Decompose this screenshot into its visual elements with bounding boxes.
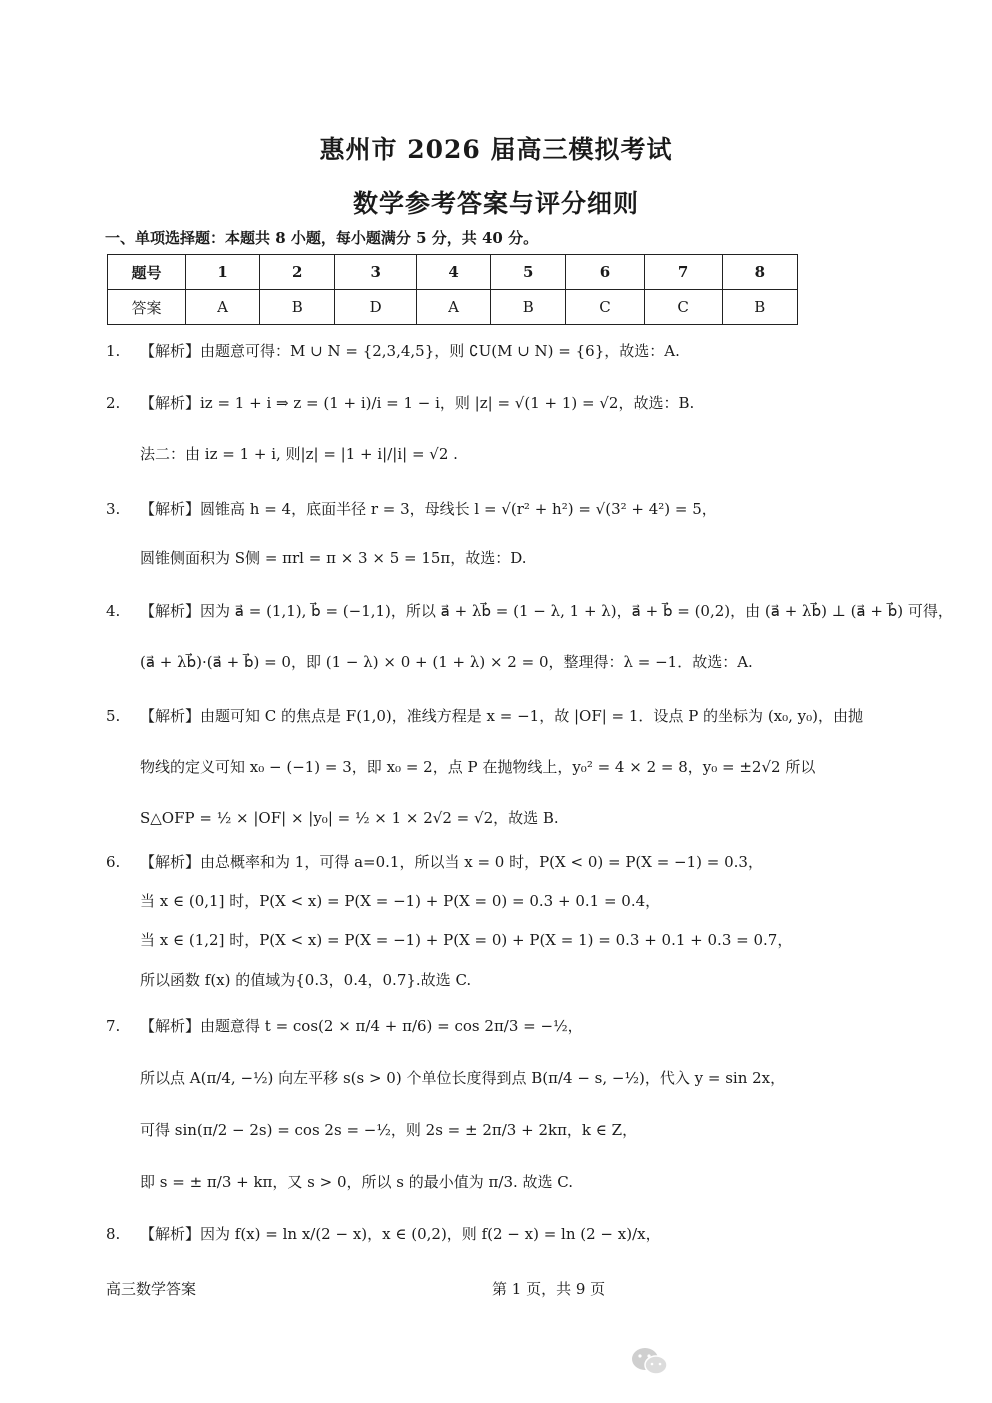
solution-4-line-2: (a⃗ + λb⃗)·(a⃗ + b⃗) = 0，即 (1 − λ) × 0 + (1 + λ) × 2 = 0，整理得：λ = −1．故选：A. [140, 653, 753, 671]
solution-6-line-1: 【解析】由总概率和为 1，可得 a=0.1，所以当 x = 0 时，P(X < 0) = P(X = −1) = 0.3， [140, 853, 763, 871]
row-label-number: 题号 [108, 255, 186, 290]
solution-6-line-4: 所以函数 f(x) 的值域为{0.3，0.4，0.7}.故选 C. [140, 971, 472, 989]
solution-6-number: 6. [106, 853, 121, 871]
answer-cell: A [416, 290, 490, 325]
solution-5-line-2: 物线的定义可知 x₀ − (−1) = 3，即 x₀ = 2，点 P 在抛物线上，y₀² = 4 × 2 = 8，y₀ = ±2√2 所以 [140, 758, 816, 776]
solution-6-line-3: 当 x ∈ (1,2] 时，P(X < x) = P(X = −1) + P(X = 0) + P(X = 1) = 0.3 + 0.1 + 0.3 = 0.7， [140, 931, 793, 949]
answer-table [107, 254, 798, 325]
answer-cell: D [335, 290, 417, 325]
solution-4-line-1: 【解析】因为 a⃗ = (1,1), b⃗ = (−1,1)，所以 a⃗ + λb⃗ = (1 − λ, 1 + λ)，a⃗ + b⃗ = (0,2)，由 (a⃗ + λb⃗) ⊥ (a⃗ + b⃗) 可得， [140, 602, 953, 620]
footer-doc-name: 高三数学答案 [106, 1280, 197, 1298]
solution-5-line-1: 【解析】由题可知 C 的焦点是 F(1,0)，准线方程是 x = −1，故 |OF| = 1．设点 P 的坐标为 (x₀, y₀)，由抛 [140, 707, 864, 725]
solution-7-line-2: 所以点 A(π/4, −½) 向左平移 s(s > 0) 个单位长度得到点 B(π/4 − s, −½)，代入 y = sin 2x， [140, 1069, 786, 1087]
solution-5-line-3: S△OFP = ½ × |OF| × |y₀| = ½ × 1 × 2√2 = √2，故选 B. [140, 809, 559, 827]
answer-cell: A [186, 290, 260, 325]
page-subtitle: 数学参考答案与评分细则 [352, 189, 639, 218]
page-title: 惠州市 2026 届高三模拟考试 [319, 135, 673, 164]
question-number-cell: 4 [416, 255, 490, 290]
answer-cell: B [260, 290, 335, 325]
table-row-answers [108, 290, 798, 325]
answer-cell: C [566, 290, 644, 325]
answer-cell: B [722, 290, 797, 325]
solution-8-number: 8. [106, 1225, 121, 1243]
solution-7-number: 7. [106, 1017, 121, 1035]
solution-7-line-3: 可得 sin(π/2 − 2s) = cos 2s = −½，则 2s = ± 2π/3 + 2kπ，k ∈ Z， [140, 1121, 638, 1139]
section-heading: 一、单项选择题：本题共 8 小题，每小题满分 5 分，共 40 分。 [105, 229, 539, 247]
solution-2-line-2: 法二：由 iz = 1 + i, 则|z| = |1 + i|/|i| = √2 . [140, 445, 458, 463]
solution-8-line-1: 【解析】因为 f(x) = ln x/(2 − x)，x ∈ (0,2)，则 f(2 − x) = ln (2 − x)/x， [140, 1225, 661, 1243]
solution-7-line-4: 即 s = ± π/3 + kπ，又 s > 0，所以 s 的最小值为 π/3. 故选 C. [140, 1173, 574, 1191]
solution-3-number: 3. [106, 500, 121, 518]
solution-5-number: 5. [106, 707, 121, 725]
solution-3-line-2: 圆锥侧面积为 S侧 = πrl = π × 3 × 5 = 15π，故选：D. [140, 549, 527, 567]
question-number-cell: 3 [335, 255, 417, 290]
question-number-cell: 6 [566, 255, 644, 290]
solution-3-line-1: 【解析】圆锥高 h = 4，底面半径 r = 3，母线长 l = √(r² + h²) = √(3² + 4²) = 5， [140, 500, 717, 518]
solution-1-line-1: 【解析】由题意可得：M ∪ N = {2,3,4,5}，则 ∁U(M ∪ N) = {6}，故选：A. [140, 342, 680, 360]
solution-2-line-1: 【解析】iz = 1 + i ⇒ z = (1 + i)/i = 1 − i，则 |z| = √(1 + 1) = √2，故选：B. [140, 394, 695, 412]
wechat-icon [630, 1346, 670, 1378]
solution-2-number: 2. [106, 394, 121, 412]
question-number-cell: 2 [260, 255, 335, 290]
question-number-cell: 1 [186, 255, 260, 290]
table-row-numbers [108, 255, 798, 290]
answer-cell: C [644, 290, 722, 325]
solution-4-number: 4. [106, 602, 121, 620]
question-number-cell: 8 [722, 255, 797, 290]
question-number-cell: 5 [491, 255, 566, 290]
solution-1-number: 1. [106, 342, 121, 360]
footer-page-number: 第 1 页，共 9 页 [492, 1280, 606, 1298]
solution-7-line-1: 【解析】由题意得 t = cos(2 × π/4 + π/6) = cos 2π/3 = −½， [140, 1017, 583, 1035]
question-number-cell: 7 [644, 255, 722, 290]
row-label-answer: 答案 [108, 290, 186, 325]
solution-6-line-2: 当 x ∈ (0,1] 时，P(X < x) = P(X = −1) + P(X = 0) = 0.3 + 0.1 = 0.4， [140, 892, 661, 910]
answer-cell: B [491, 290, 566, 325]
